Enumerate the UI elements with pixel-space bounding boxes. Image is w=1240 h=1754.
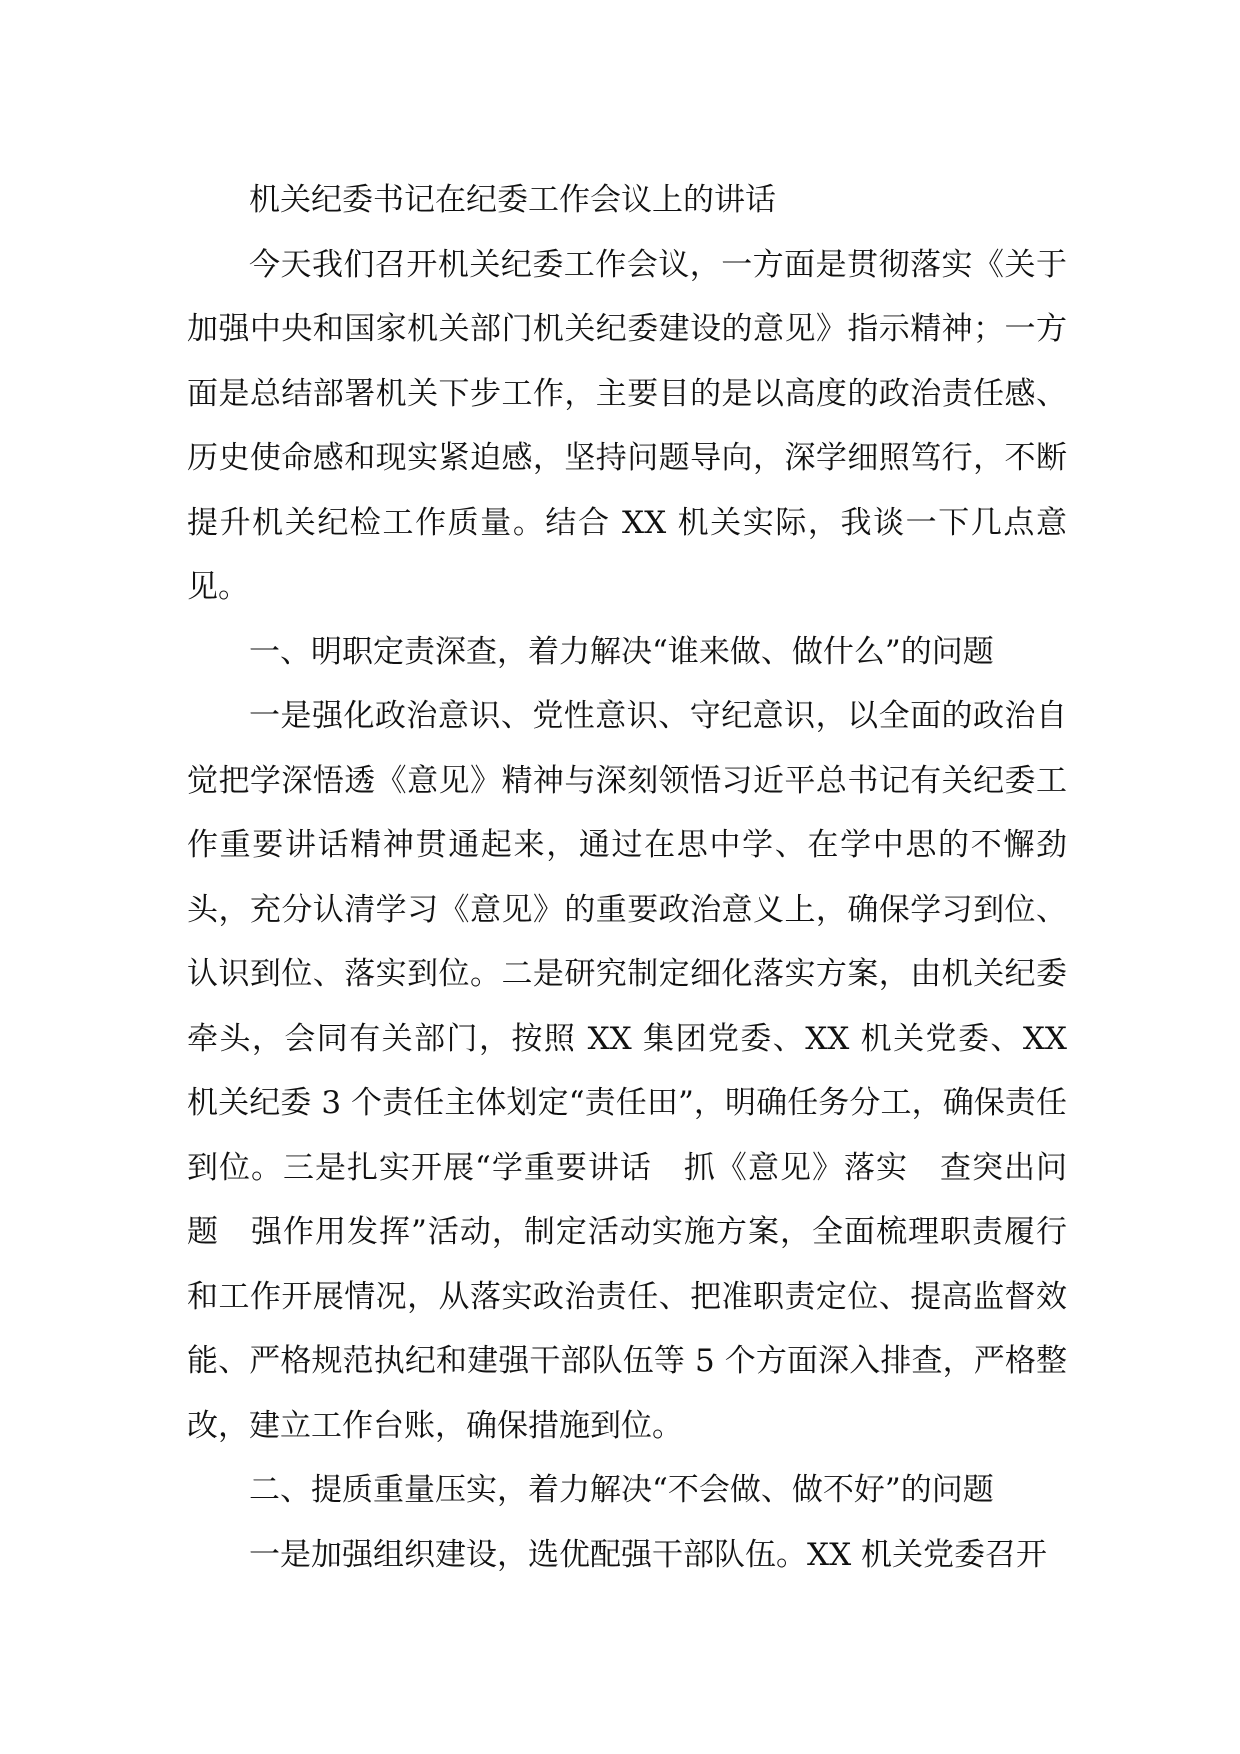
section-2-paragraph: 一是加强组织建设，选优配强干部队伍。XX 机关党委召开: [249, 1536, 1047, 1573]
section-1-paragraph: 一是强化政治意识、党性意识、守纪意识，以全面的政治自觉把学深悟透《意见》精神与深刻领悟习近平总书记有关纪委工作重要讲话精神贯通起来，通过在思中学、在学中思的不懈劲头，充分认清学习《意见》的重要政治意义上，确保学习到位、认识到位、落实到位。二是研究制定细化落实方案，由机关纪委牵头，会同有关部门，按照 XX 集团党委、XX 机关党委、XX 机关纪委 3 个责任主体划定“责任田”，明确任务分工，确保责任到位。三是扎实开展“学重要讲话 抓《意见》落实 查突出问题 强作用发挥”活动，制定活动实施方案，全面梳理职责履行和工作开展情况，从落实政治责任、把准职责定位、提高监督效能、严格规范执纪和建强干部队伍等 5 个方面深入排查，严格整改，建立工作台账，确保措施到位。: [187, 698, 1067, 1444]
document-title: 机关纪委书记在纪委工作会议上的讲话: [249, 182, 776, 218]
intro-paragraph: 今天我们召开机关纪委工作会议，一方面是贯彻落实《关于加强中央和国家机关部门机关纪委建设的意见》指示精神；一方面是总结部署机关下步工作，主要目的是以高度的政治责任感、历史使命感和现实紧迫感，坚持问题导向，深学细照笃行，不断提升机关纪检工作质量。结合 XX 机关实际，我谈一下几点意见。: [187, 246, 1067, 605]
document-body: [187, 168, 1067, 1587]
section-heading-1: 一、明职定责深查，着力解决“谁来做、做什么”的问题: [249, 633, 994, 670]
section-heading-2: 二、提质重量压实，着力解决“不会做、做不好”的问题: [249, 1472, 994, 1508]
